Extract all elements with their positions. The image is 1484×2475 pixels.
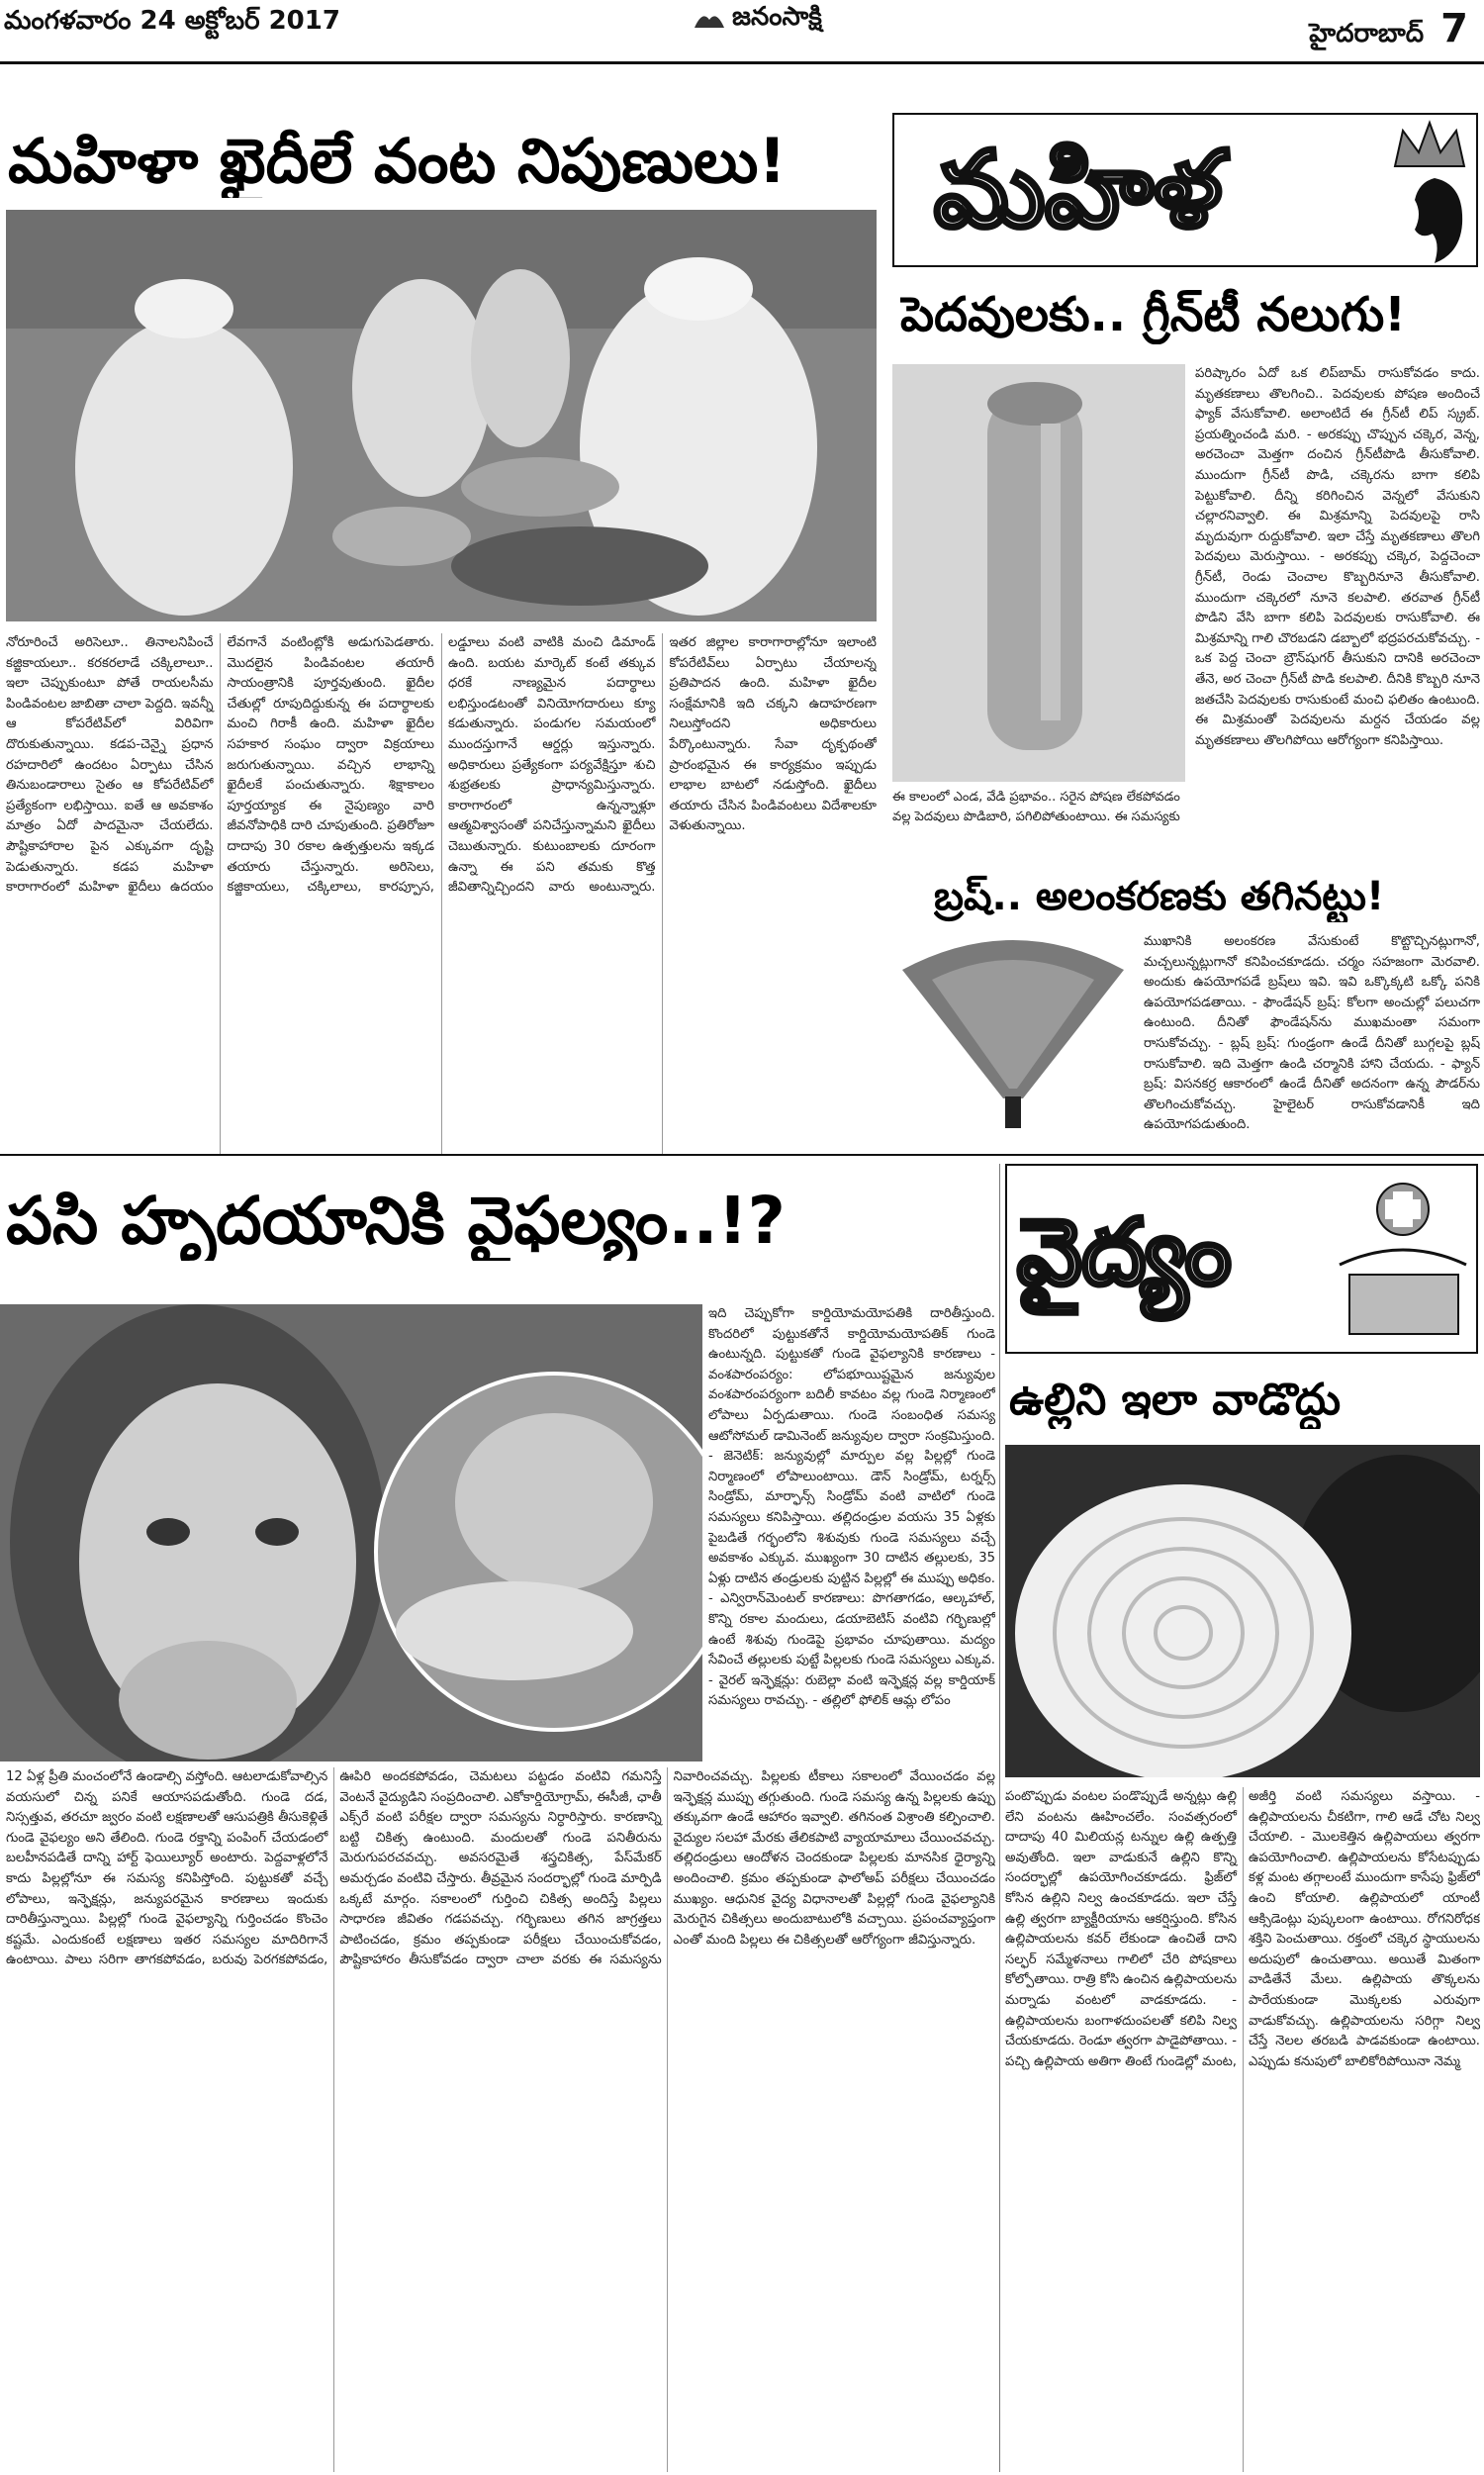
mahila-headline: పెదవులకు.. గ్రీన్‌టీ నలుగు!: [900, 287, 1407, 342]
vaidyam-masthead-box: [1005, 1164, 1478, 1354]
child-photo: [0, 1304, 702, 1761]
header-rule: [0, 61, 1484, 64]
mahila-masthead: మహిళ: [934, 129, 1223, 250]
mahila-body-text: పరిష్కారం ఏదో ఒక లిప్‌బామ్ రాసుకోవడం కాదు. మృతకణాలు తొలగించి.. పెదవులకు పోషణ అందించే ఫ్యాక్ వేసుకోవాలి. అలాంటిదే ఈ గ్రీన్‌టీ లిప్ స్క్రబ్. ప్రయత్నించండి మరి. - అరకప్పు చొప్పున చక్కెర, వెన్న, అరచెంచా మెత్తగా దంచిన గ్రీన్‌టీపొడి తీసుకోవాలి. ముందుగా గ్రీన్‌టీ పొడి, చక్కెరను బాగా కలిపి పెట్టుకోవాలి. దీన్ని కరిగించిన వెన్నలో వేసుకుని చల్లారనివ్వాలి. ఈ మిశ్రమాన్ని పెదవులపై రాసి మృదువుగా రుద్దుకోవాలి. ఇలా చేస్తే మృతకణాలు తొలగి పెదవులు మెరుస్తాయి. - అరకప్పు చక్కెర, పెద్దచెంచా గ్రీన్‌టీ, రెండు చెంచాల కొబ్బరినూనె తీసుకోవాలి. ముందుగా చక్కెరలో నూనె కలపాలి. తరవాత గ్రీన్‌టీ పొడిని వేసి బాగా కలిపి పెదవులకు రాసుకోవాలి. ఈ మిశ్రమాన్ని గాలి చొరబడని డబ్బాలో భద్రపరచుకోవచ్చు. - ఒక పెద్ద చెంచా బ్రౌన్‌షుగర్ తీసుకుని దానికి అరచెంచా తేనె, అర చెంచా గ్రీన్‌టీ పొడి కలపాలి. దీనికి కొబ్బరి నూనె జతచేసి పెదవులకు రాసుకుంటే మంచి ఫలితం ఉంటుంది. ఈ మిశ్రమంతో పెదవులను మర్దన చేయడం వల్ల మృతకణాలు తొలగిపోయి ఆరోగ్యంగా కనిపిస్తాయి.: [1195, 366, 1480, 748]
lip-balm-art: [892, 364, 1185, 782]
heart-body-bottom-text: 12 ఏళ్ల ప్రీతి మంచంలోనే ఉండాల్సి వస్తోంది. ఆటలాడుకోవాల్సిన వయసులో చిన్న పనికే ఆయాసపడుతోంది. గుండె దడ, నిస్సత్తువ, తరచూ జ్వరం వంటి లక్షణాలతో ఆసుపత్రికి తీసుకెళ్లితే గుండె వైఫల్యం అని తేలింది. గుండె రక్తాన్ని పంపింగ్ చేయడంలో బలహీనపడితే దాన్ని హార్ట్ ఫెయిల్యూర్ అంటారు. పెద్దవాళ్లలోనే కాదు పిల్లల్లోనూ ఈ సమస్య కనిపిస్తోంది. పుట్టుకతో వచ్చే లోపాలు, ఇన్ఫెక్షన్లు, జన్యుపరమైన కారణాలు ఇందుకు దారితీస్తున్నాయి. పిల్లల్లో గుండె వైఫల్యాన్ని గుర్తించడం కొంచెం కష్టమే. ఎందుకంటే లక్షణాలు ఇతర సమస్యల మాదిరిగానే ఉంటాయి. పాలు సరిగా తాగకపోవడం, బరువు పెరగకపోవడం, ఊపిరి అందకపోవడం, చెమటలు పట్టడం వంటివి గమనిస్తే వెంటనే వైద్యుడిని సంప్రదించాలి. ఎకోకార్డియోగ్రామ్, ఈసీజీ, ఛాతీ ఎక్స్‌రే వంటి పరీక్షల ద్వారా సమస్యను నిర్ధారిస్తారు. కారణాన్ని బట్టి చికిత్స ఉంటుంది. మందులతో గుండె పనితీరును మెరుగుపరచవచ్చు. అవసరమైతే శస్త్రచికిత్స, పేస్‌మేకర్ అమర్చడం వంటివి చేస్తారు. తీవ్రమైన సందర్భాల్లో గుండె మార్పిడి ఒక్కటే మార్గం. సకాలంలో గుర్తించి చికిత్స అందిస్తే పిల్లలు సాధారణ జీవితం గడపవచ్చు. గర్భిణులు తగిన జాగ్రత్తలు పాటించడం, క్రమం తప్పకుండా పరీక్షలు చేయించుకోవడం, పౌష్టికాహారం తీసుకోవడం ద్వారా చాలా వరకు ఈ సమస్యను నివారించవచ్చు. పిల్లలకు టీకాలు సకాలంలో వేయించడం వల్ల ఇన్ఫెక్షన్ల ముప్పు తగ్గుతుంది. గుండె సమస్య ఉన్న పిల్లలకు ఉప్పు తక్కువగా ఉండే ఆహారం ఇవ్వాలి. తగినంత విశ్రాంతి కల్పించాలి. వైద్యుల సలహా మేరకు తేలికపాటి వ్యాయామాలు చేయించవచ్చు. తల్లిదండ్రులు ఆందోళన చెందకుండా పిల్లలకు మానసిక ధైర్యాన్ని అందించాలి. క్రమం తప్పకుండా ఫాలోఅప్ పరీక్షలు చేయించడం ముఖ్యం. ఆధునిక వైద్య విధానాలతో పిల్లల్లో గుండె వైఫల్యానికి మెరుగైన చికిత్సలు అందుబాటులోకి వచ్చాయి. ప్రపంచవ్యాప్తంగా ఎంతో మంది పిల్లలు ఈ చికిత్సలతో ఆరోగ్యంగా జీవిస్తున్నారు.: [6, 1769, 995, 1968]
medical-kit-icon: [1334, 1176, 1472, 1346]
brush-photo: [892, 930, 1134, 1128]
onion-photo: [1005, 1445, 1480, 1777]
header-city: హైదరాబాద్: [1309, 19, 1425, 48]
main-body-text: నోరూరించే అరిసెలూ.. తినాలనిపించే కజ్జికాయలూ.. కరకరలాడే చక్కిలాలూ.. ఇలా చెప్పుకుంటూ పోతే రాయలసీమ పిండివంటల జాబితా చాలా పెద్దది. ఇవన్నీ ఆ కోపరేటివ్‌లో విరివిగా దొరుకుతున్నాయి. కడప-చెన్నై ప్రధాన రహదారిలో ఉందటం ఏర్పాటు చేసిన తినుబండారాలు సైతం ఆ కోపరేటివ్‌లో ప్రత్యేకంగా లభిస్తాయి. ఐతే ఆ అవకాశం మాత్రం ఏదో పాదమైనా చేయలేదు. పౌష్టికాహారాల పైన ఎక్కువగా దృష్టి పెడుతున్నారు. కడప మహిళా కారాగారంలో మహిళా ఖైదీలు ఉదయం లేవగానే వంటింట్లోకి అడుగుపెడతారు. మొదలైన పిండివంటల తయారీ సాయంత్రానికి పూర్తవుతుంది. ఖైదీల చేతుల్లో రూపుదిద్దుకున్న ఈ పదార్థాలకు మంచి గిరాకీ ఉంది. మహిళా ఖైదీల సహకార సంఘం ద్వారా విక్రయాలు జరుగుతున్నాయి. వచ్చిన లాభాన్ని ఖైదీలకే పంచుతున్నారు. శిక్షాకాలం పూర్తయ్యాక ఈ నైపుణ్యం వారి జీవనోపాధికి దారి చూపుతుంది. ప్రతిరోజూ దాదాపు 30 రకాల ఉత్పత్తులను ఇక్కడ తయారు చేస్తున్నారు. అరిసెలు, కజ్జికాయలు, చక్కిలాలు, కారప్పూస, లడ్డూలు వంటి వాటికి మంచి డిమాండ్ ఉంది. బయట మార్కెట్ కంటే తక్కువ ధరకే నాణ్యమైన పదార్థాలు లభిస్తుండటంతో వినియోగదారులు క్యూ కడుతున్నారు. పండుగల సమయంలో ముందస్తుగానే ఆర్డర్లు ఇస్తున్నారు. అధికారులు ప్రత్యేకంగా పర్యవేక్షిస్తూ శుచి శుభ్రతలకు ప్రాధాన్యమిస్తున్నారు. కారాగారంలో ఉన్నన్నాళ్లూ ఆత్మవిశ్వాసంతో పనిచేస్తున్నామని ఖైదీలు చెబుతున్నారు. కుటుంబాలకు దూరంగా ఉన్నా ఈ పని తమకు కొత్త జీవితాన్నిచ్చిందని వారు అంటున్నారు. ఇతర జిల్లాల కారాగారాల్లోనూ ఇలాంటి కోపరేటివ్‌లు ఏర్పాటు చేయాలన్న ప్రతిపాదన ఉంది. మహిళా ఖైదీల సంక్షేమానికి ఇది చక్కని ఉదాహరణగా నిలుస్తోందని అధికారులు పేర్కొంటున్నారు. సేవా దృక్పథంతో ప్రారంభమైన ఈ కార్యక్రమం ఇప్పుడు లాభాల బాటలో నడుస్తోంది. ఖైదీలు తయారు చేసిన పిండివంటలు విదేశాలకూ వెళుతున్నాయి.: [6, 635, 877, 896]
brush-body: [1144, 932, 1480, 1138]
kitchen-photo: [6, 210, 877, 621]
header-right: [1309, 6, 1468, 54]
onion-art: [1005, 1445, 1480, 1777]
child-photo-art: [0, 1304, 702, 1761]
page-number: 7: [1440, 6, 1468, 51]
paper-logo-icon: [693, 8, 726, 32]
vaidyam-headline: ఉల్లిని ఇలా వాడొద్దు: [1009, 1375, 1342, 1425]
vaidyam-body: [1005, 1787, 1480, 2472]
lip-caption: ఈ కాలంలో ఎండ, వేడి ప్రభావం.. సరైన పోషణ లేకపోవడం వల్ల పెదవులు పొడిబారి, పగిలిపోతుంటాయి. ఈ సమస్యకు: [892, 790, 1180, 824]
fan-brush-art: [892, 930, 1134, 1128]
kitchen-photo-art: [6, 210, 877, 621]
vaidyam-masthead: వైద్యం: [1017, 1199, 1232, 1305]
lip-photo: [892, 364, 1185, 782]
woman-silhouette-icon: [1385, 174, 1474, 265]
main-headline: మహిళా ఖైదీలే వంట నిపుణులు!: [8, 125, 787, 197]
heart-body-right: [708, 1304, 995, 1761]
heart-body-right-text: ఇది చెప్పుకోగా కార్డియోమయోపతికి దారితీస్తుంది. కొందరిలో పుట్టుకతోనే కార్డియోమయోపతిక్ గుండె ఉంటున్నది. పుట్టుకతో గుండె వైఫల్యానికి కారణాలు - వంశపారంపర్యం: లోపభూయిష్టమైన జన్యువుల వంశపారంపర్యంగా బదిలీ కావటం వల్ల గుండె నిర్మాణంలో లోపాలు ఏర్పడుతాయి. గుండె సంబంధిత సమస్య ఆటోసోమల్ డామినెంట్ జన్యువుల ద్వారా సంక్రమిస్తుంది. - జెనెటిక్: జన్యువుల్లో మార్పుల వల్ల పిల్లల్లో గుండె నిర్మాణంలో లోపాలుంటాయి. డౌన్ సిండ్రోమ్, టర్నర్స్ సిండ్రోమ్, మార్ఫాన్స్ సిండ్రోమ్ వంటి వాటిలో గుండె సమస్యలు కనిపిస్తాయి. తల్లిదండ్రుల వయసు 35 ఏళ్లకు పైబడితే గర్భంలోని శిశువుకు గుండె సమస్యలు వచ్చే అవకాశం ఎక్కువ. ముఖ్యంగా 30 దాటిన తల్లులకు, 35 ఏళ్లు దాటిన తండ్రులకు పుట్టిన పిల్లల్లో ఈ ముప్పు అధికం. - ఎన్విరాన్‌మెంటల్ కారణాలు: పొగతాగడం, ఆల్కహాల్, కొన్ని రకాల మందులు, డయాబెటిస్ వంటివి గర్భిణుల్లో ఉంటే శిశువు గుండెపై ప్రభావం చూపుతాయి. మద్యం సేవించే తల్లులకు పుట్టే పిల్లలకు గుండె సమస్యలు ఎక్కువ. - వైరల్ ఇన్ఫెక్షన్లు: రుబెల్లా వంటి ఇన్ఫెక్షన్ల వల్ల కార్డియాక్ సమస్యలు రావచ్చు. - తల్లిలో ఫోలిక్ ఆమ్ల లోపం: [708, 1306, 995, 1709]
vaidyam-body-text: పంటొప్పుడు వంటల పండొప్పుడే అన్నట్లు ఉల్లి లేని వంటను ఊహించలేం. సంవత్సరంలో దాదాపు 40 మిలియన్ల టన్నుల ఉల్లి ఉత్పత్తి అవుతోంది. ఇలా వాడుకునే ఉల్లిని కొన్ని సందర్భాల్లో ఉపయోగించకూడదు. ఫ్రిజ్‌లో కోసిన ఉల్లిని నిల్వ ఉంచకూడదు. ఇలా చేస్తే ఉల్లి త్వరగా బ్యాక్టీరియాను ఆకర్షిస్తుంది. కోసిన ఉల్లిపాయలను కవర్ లేకుండా ఉంచితే దాని సల్ఫర్ సమ్మేళనాలు గాలిలో చేరి పోషకాలు కోల్పోతాయి. రాత్రి కోసి ఉంచిన ఉల్లిపాయలను మర్నాడు వంటలో వాడకూడదు. - ఉల్లిపాయలను బంగాళదుంపలతో కలిపి నిల్వ చేయకూడదు. రెండూ త్వరగా పాడైపోతాయి. - పచ్చి ఉల్లిపాయ అతిగా తింటే గుండెల్లో మంట, అజీర్తి వంటి సమస్యలు వస్తాయి. - ఉల్లిపాయలను చీకటిగా, గాలి ఆడే చోట నిల్వ చేయాలి. - మొలకెత్తిన ఉల్లిపాయలు త్వరగా ఉపయోగించాలి. ఉల్లిపాయలను కోసేటప్పుడు కళ్ల మంట తగ్గాలంటే ముందుగా కాసేపు ఫ్రిజ్‌లో ఉంచి కోయాలి. ఉల్లిపాయలో యాంటీ ఆక్సిడెంట్లు పుష్కలంగా ఉంటాయి. రోగనిరోధక శక్తిని పెంచుతాయి. రక్తంలో చక్కెర స్థాయులను అదుపులో ఉంచుతాయి. అయితే మితంగా వాడితేనే మేలు. ఉల్లిపాయ తొక్కలను పారేయకుండా మొక్కలకు ఎరువుగా వాడుకోవచ్చు. ఉల్లిపాయలను సరిగ్గా నిల్వ చేస్తే నెలల తరబడి పాడవకుండా ఉంటాయి. ఎప్పుడు కనుపులో బాలికోరిపోయినా నెమ్మ: [1005, 1789, 1480, 2069]
header-date: మంగళవారం 24 అక్టోబర్ 2017: [4, 6, 340, 36]
paper-name: జనంసాక్షి: [732, 2, 822, 32]
mahila-body: [1195, 364, 1480, 833]
mahila-masthead-box: [892, 113, 1478, 267]
heart-headline: పసి హృదయానికి వైఫల్యం..!?: [6, 1183, 786, 1259]
brush-headline: బ్రష్.. అలంకరణకు తగినట్టు!: [934, 874, 1385, 919]
section-rule: [0, 1154, 1484, 1156]
crown-icon: [1389, 117, 1470, 174]
column-divider: [999, 1164, 1000, 2472]
brush-body-text: ముఖానికి అలంకరణ వేసుకుంటే కొట్టొచ్చినట్లుగానో, మచ్చలున్నట్లుగానో కనిపించకూడదు. చర్మం సహజంగా మెరవాలి. అందుకు ఉపయోగపడే బ్రష్‌లు ఇవి. ఇవి ఒక్కొక్కటి ఒక్కో పనికి ఉపయోగపడతాయి. - ఫౌండేషన్ బ్రష్: కోలగా అంచుల్లో పలుచగా ఉంటుంది. దీనితో ఫౌండేషన్‌ను ముఖమంతా సమంగా రాసుకోవచ్చు. - బ్లష్ బ్రష్: గుండ్రంగా ఉండే దీనితో బుగ్గలపై బ్లష్ రాసుకోవాలి. ఇది మెత్తగా ఉండి చర్మానికి హాని చేయదు. - ఫ్యాన్ బ్రష్: విసనకర్ర ఆకారంలో ఉండే దీనితో అదనంగా ఉన్న పౌడర్‌ను తొలగించుకోవచ్చు. హైలైటర్ రాసుకోవడానికీ ఇది ఉపయోగపడుతుంది.: [1144, 934, 1480, 1133]
masthead: [693, 2, 822, 38]
main-body: [6, 633, 877, 1154]
heart-body-bottom: [6, 1767, 995, 2472]
